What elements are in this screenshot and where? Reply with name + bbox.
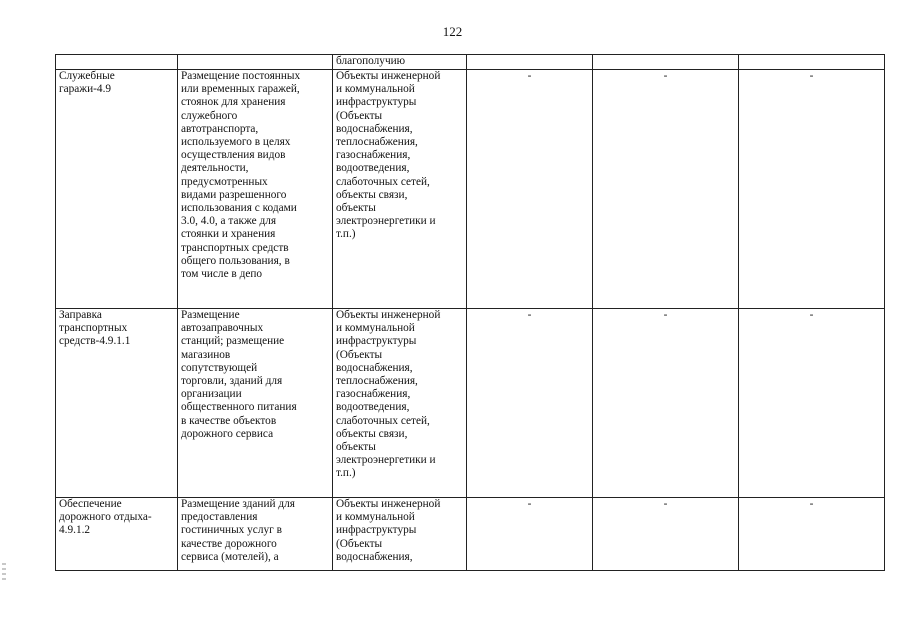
cell-col6: - — [739, 498, 885, 571]
cell-objects: Объекты инженерной и коммунальной инфраструктуры (Объекты водоснабжения, теплоснабжения, газоснабжения, водоотведения, слаботочных сетей, объекты связи, объекты электроэнергетики и т.п.) — [333, 70, 467, 309]
page-number: 122 — [442, 24, 463, 39]
cell-description: Размещение зданий для предоставления гостиничных услуг в качестве дорожного сервиса (мотелей), а — [178, 498, 333, 571]
cell-objects: благополучию — [333, 55, 467, 70]
table-row — [56, 498, 885, 571]
cell-col4: - — [467, 498, 593, 571]
cell-name: Заправка транспортных средств-4.9.1.1 — [56, 309, 178, 498]
cell-description — [178, 55, 333, 70]
cell-col5: - — [593, 309, 739, 498]
cell-col4: - — [467, 309, 593, 498]
table-row — [56, 70, 885, 309]
cell-objects: Объекты инженерной и коммунальной инфраструктуры (Объекты водоснабжения, — [333, 498, 467, 571]
land-use-table — [55, 54, 885, 571]
scan-artifact-mark — [1, 562, 7, 584]
cell-col5 — [593, 55, 739, 70]
cell-col5: - — [593, 70, 739, 309]
cell-col6 — [739, 55, 885, 70]
table-row-continuation — [56, 55, 885, 70]
cell-col5: - — [593, 498, 739, 571]
table-row — [56, 309, 885, 498]
cell-col4: - — [467, 70, 593, 309]
cell-description: Размещение постоянных или временных гаражей, стоянок для хранения служебного автотранспорта, используемого в целях осуществления видов деятельности, предусмотренных видами разрешенного использования с кодами 3.0, 4.0, а также для стоянки и хранения транспортных средств общего пользования, в том числе в депо — [178, 70, 333, 309]
cell-col6: - — [739, 70, 885, 309]
cell-objects: Объекты инженерной и коммунальной инфраструктуры (Объекты водоснабжения, теплоснабжения, газоснабжения, водоотведения, слаботочных сетей, объекты связи, объекты электроэнергетики и т.п.) — [333, 309, 467, 498]
cell-name: Служебные гаражи-4.9 — [56, 70, 178, 309]
cell-name — [56, 55, 178, 70]
cell-description: Размещение автозаправочных станций; размещение магазинов сопутствующей торговли, зданий для организации общественного питания в качестве объектов дорожного сервиса — [178, 309, 333, 498]
cell-col6: - — [739, 309, 885, 498]
cell-col4 — [467, 55, 593, 70]
cell-name: Обеспечение дорожного отдыха- 4.9.1.2 — [56, 498, 178, 571]
